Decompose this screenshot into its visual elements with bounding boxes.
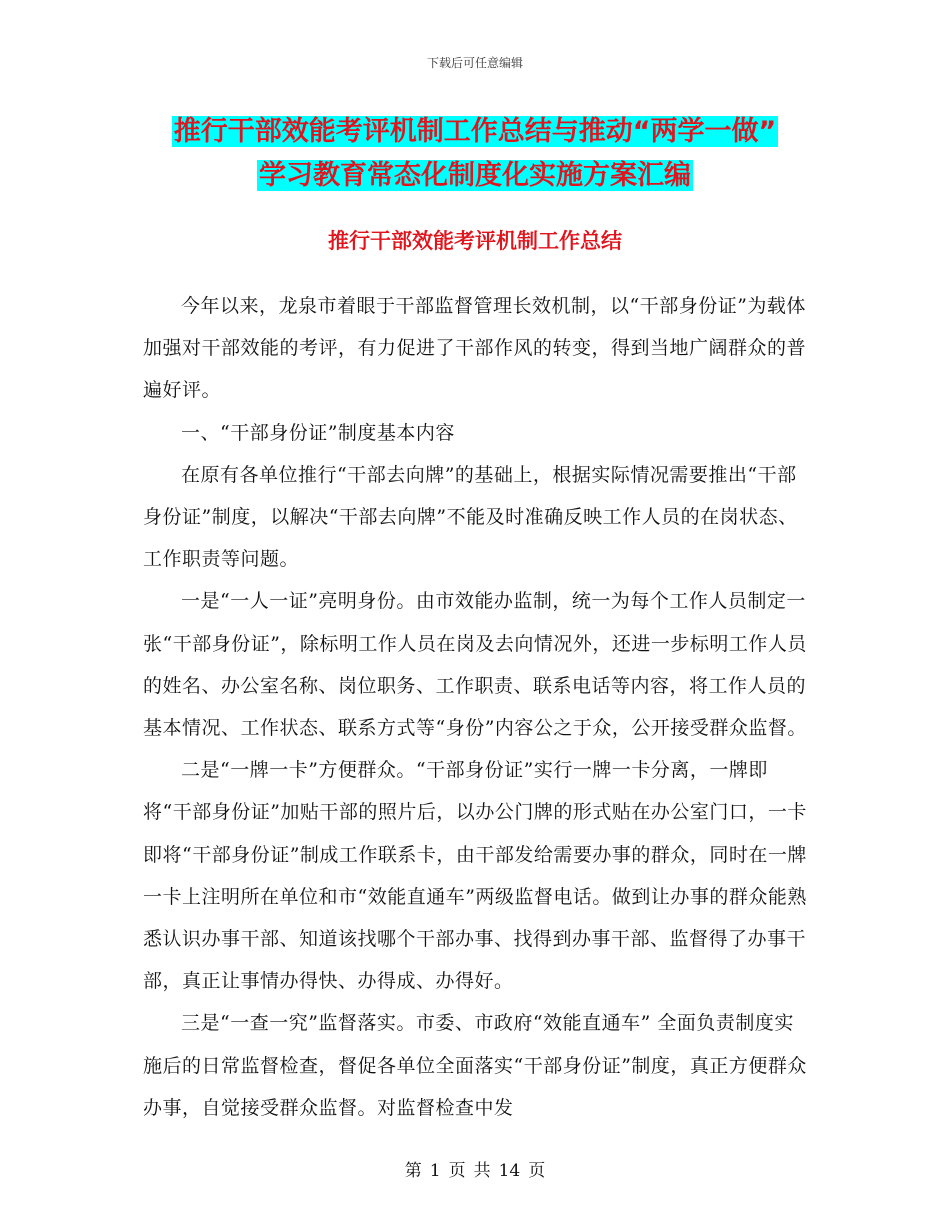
paragraph-background: 在原有各单位推行“干部去向牌”的基础上，根据实际情况需要推出“干部身份证”制度，以解决“干部去向牌”不能及时准确反映工作人员的在岗状态、工作职责等问题。 xyxy=(143,463,798,571)
page-footer xyxy=(0,1156,950,1181)
document-title-line-2: 学习教育常态化制度化实施方案汇编 xyxy=(259,160,691,191)
paragraph-point-2: 二是“一牌一卡”方便群众。“干部身份证”实行一牌一卡分离，一牌即将“干部身份证”加贴干部的照片后，以办公门牌的形式贴在办公室门口，一卡即将“干部身份证”制成工作联系卡，由干部发给需要办事的群众，同时在一牌一卡上注明所在单位和市“效能直通车”两级监督电话。做到让办事的群众能熟悉认识办事干部、知道该找哪个干部办事、找得到办事干部、监督得了办事干部，真正让事情办得快、办得成、办得好。 xyxy=(143,759,807,993)
page-label-1: 第 xyxy=(404,1161,422,1181)
page-current: 1 xyxy=(429,1161,441,1181)
section-title: 推行干部效能考评机制工作总结 xyxy=(328,229,622,253)
paragraph-point-3: 三是“一查一究”监督落实。市委、市政府“效能直通车” 全面负责制度实施后的日常监督检查，督促各单位全面落实“干部身份证”制度，真正方便群众办事，自觉接受群众监督。对监督检查中发 xyxy=(143,1012,807,1119)
paragraph-intro: 今年以来，龙泉市着眼于干部监督管理长效机制，以“干部身份证”为载体加强对干部效能的考评，有力促进了干部作风的转变，得到当地广阔群众的普遍好评。 xyxy=(143,295,807,402)
page-label-3: 共 xyxy=(473,1161,491,1181)
page-label-4: 页 xyxy=(528,1161,546,1181)
paragraph-heading-1: 一、“干部身份证”制度基本内容 xyxy=(181,421,455,444)
page-label-2: 页 xyxy=(448,1161,466,1181)
header-note: 下载后可任意编辑 xyxy=(426,56,523,70)
document-title-line-1: 推行干部效能考评机制工作总结与推动“两学一做” xyxy=(173,116,777,147)
document-body xyxy=(143,285,811,1129)
page-total: 14 xyxy=(498,1161,521,1181)
paragraph-point-1: 一是“一人一证”亮明身份。由市效能办监制，统一为每个工作人员制定一张“干部身份证”，除标明工作人员在岗及去向情况外，还进一步标明工作人员的姓名、办公室名称、岗位职务、工作职责、联系电话等内容，将工作人员的基本情况、工作状态、联系方式等“身份”内容公之于众，公开接受群众监督。 xyxy=(143,590,807,740)
document-title xyxy=(0,110,950,198)
